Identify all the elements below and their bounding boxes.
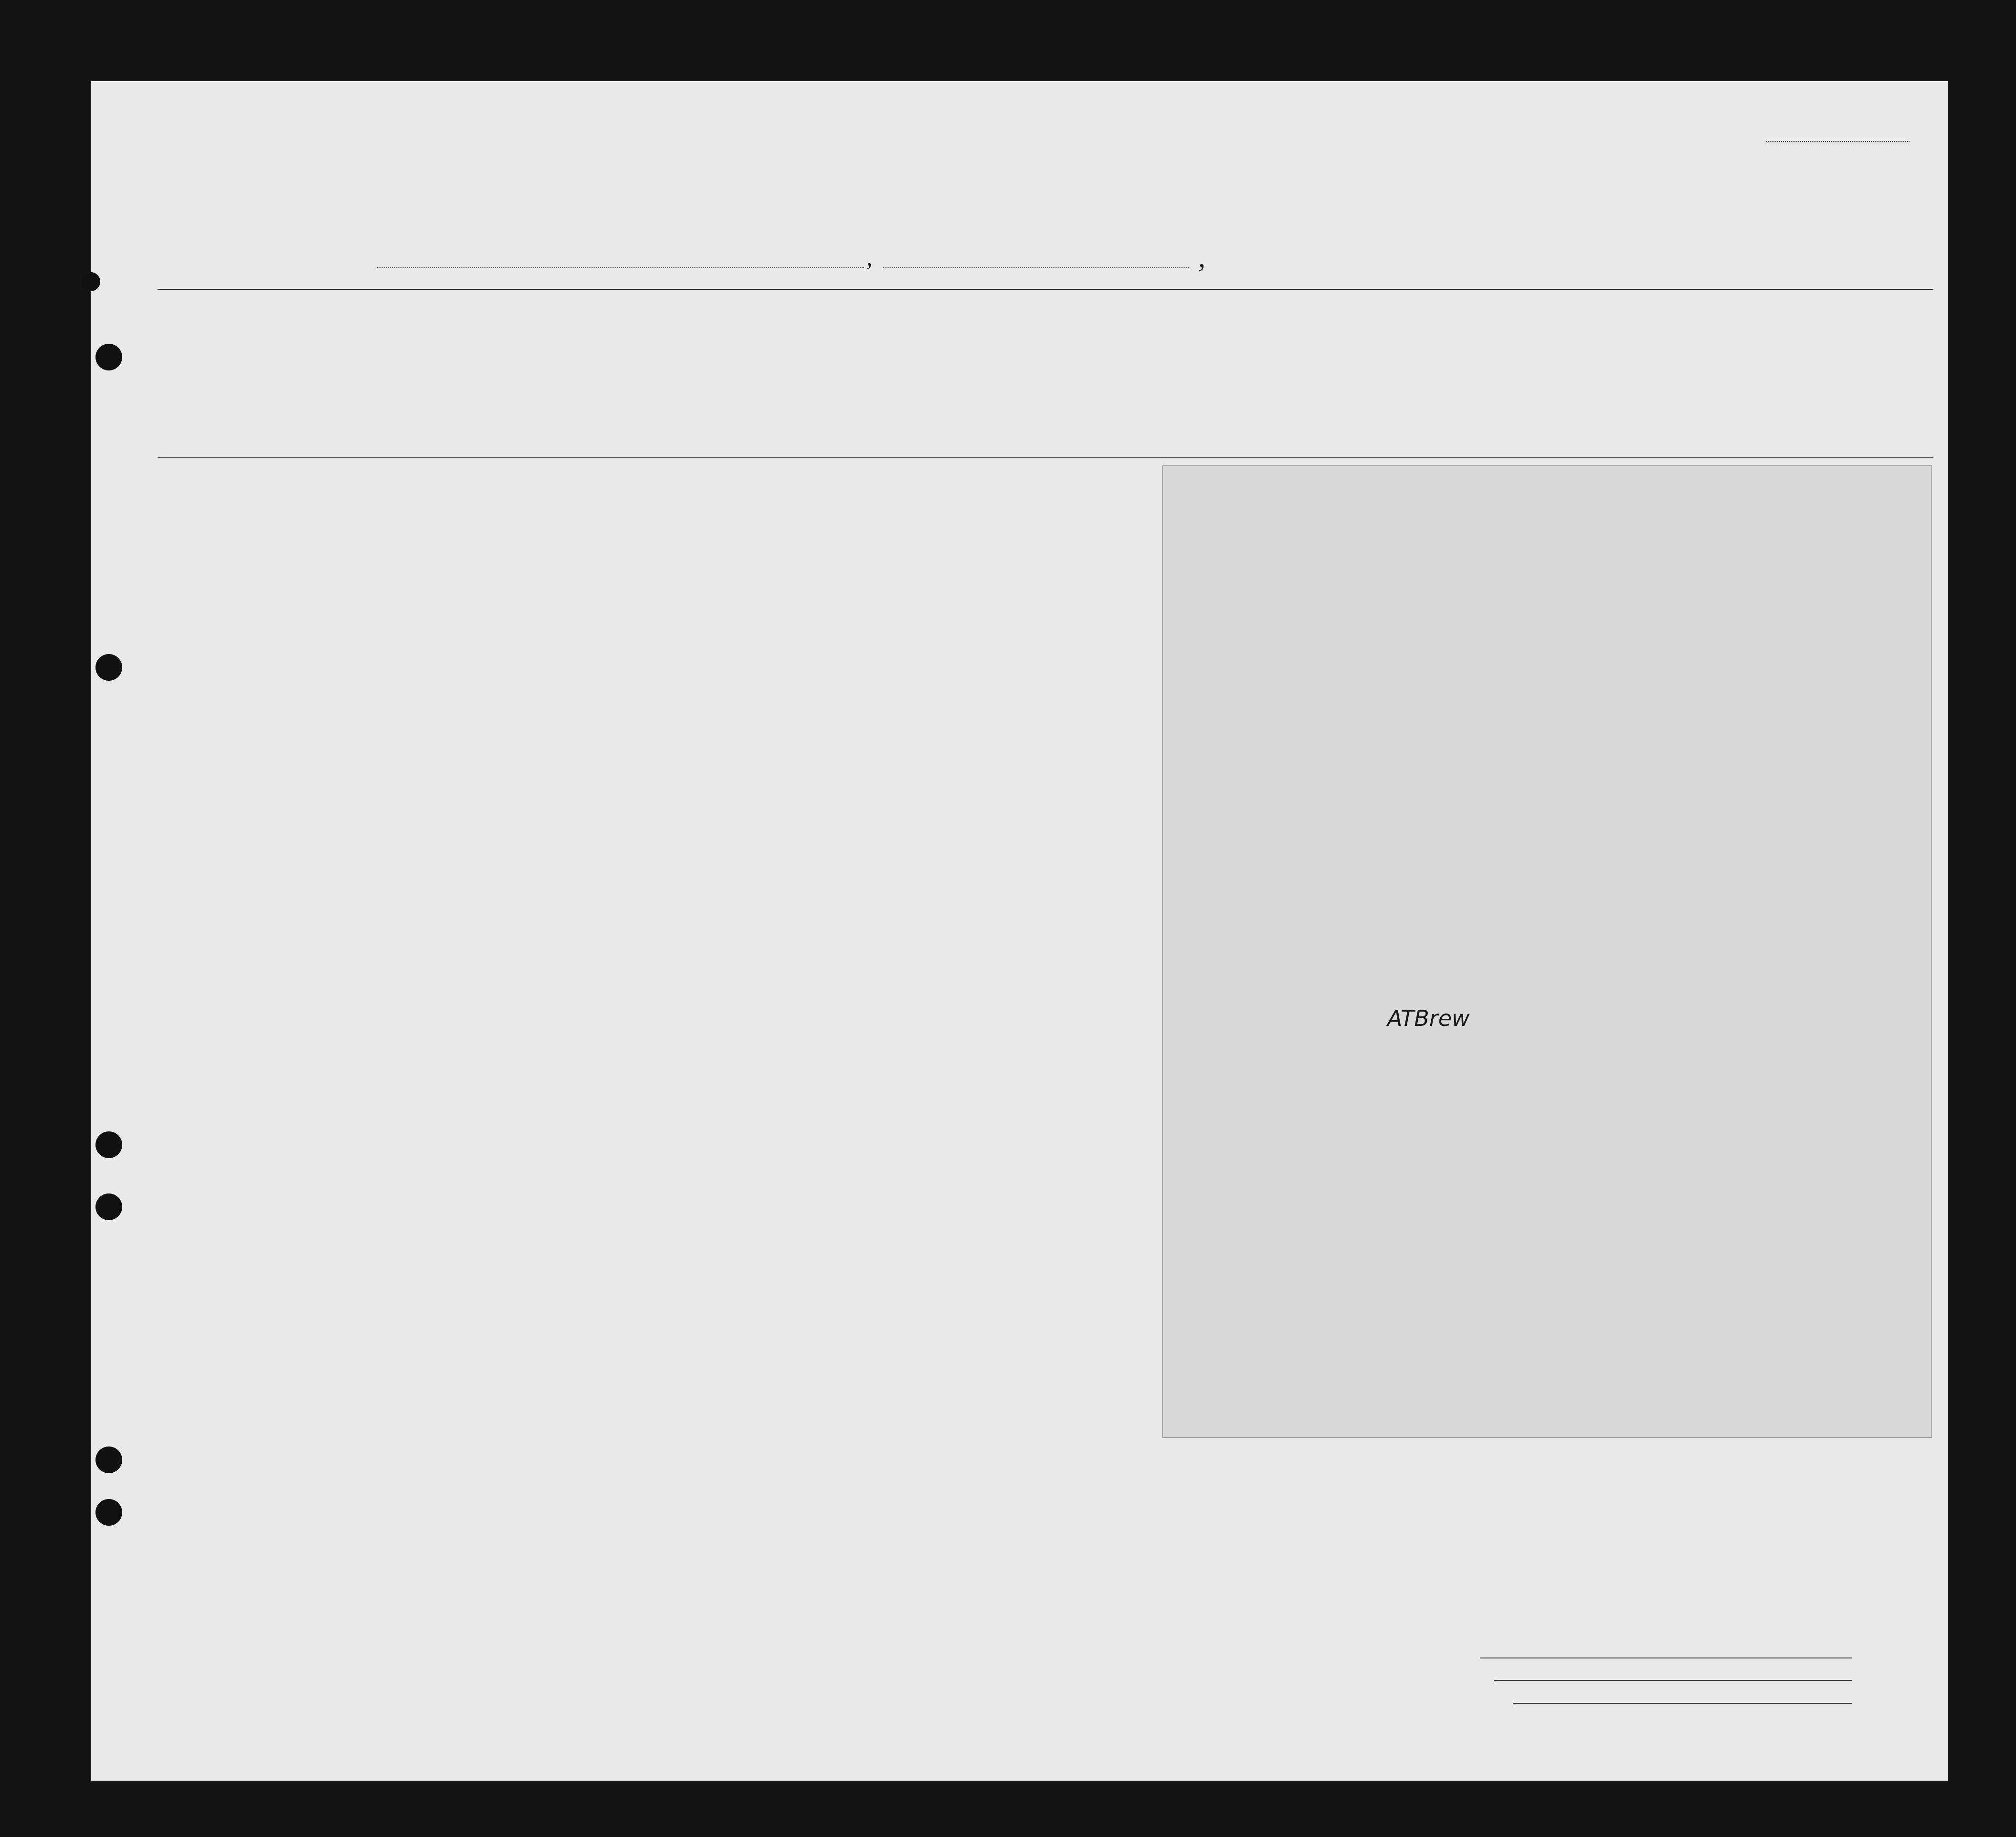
inspector-signature: ATBrew (1387, 1005, 1470, 1031)
binder-hole (95, 1131, 122, 1158)
agents-field (1513, 1703, 1852, 1704)
year-label: , (1198, 242, 1205, 273)
comma-separator: , (866, 244, 873, 271)
binder-hole (95, 1499, 122, 1526)
list-field-line (1766, 141, 1910, 142)
binder-hole (95, 344, 122, 370)
date-field-line (883, 267, 1189, 268)
binder-hole (95, 1193, 122, 1220)
binder-hole (81, 272, 100, 291)
manifest-grid (1208, 614, 1927, 1363)
port-field-line (377, 267, 864, 268)
passenger-manifest (1162, 465, 1932, 1438)
owners-field (1494, 1680, 1852, 1681)
column-header-band (158, 289, 1933, 458)
binder-hole (95, 654, 122, 681)
binder-hole (95, 1446, 122, 1473)
